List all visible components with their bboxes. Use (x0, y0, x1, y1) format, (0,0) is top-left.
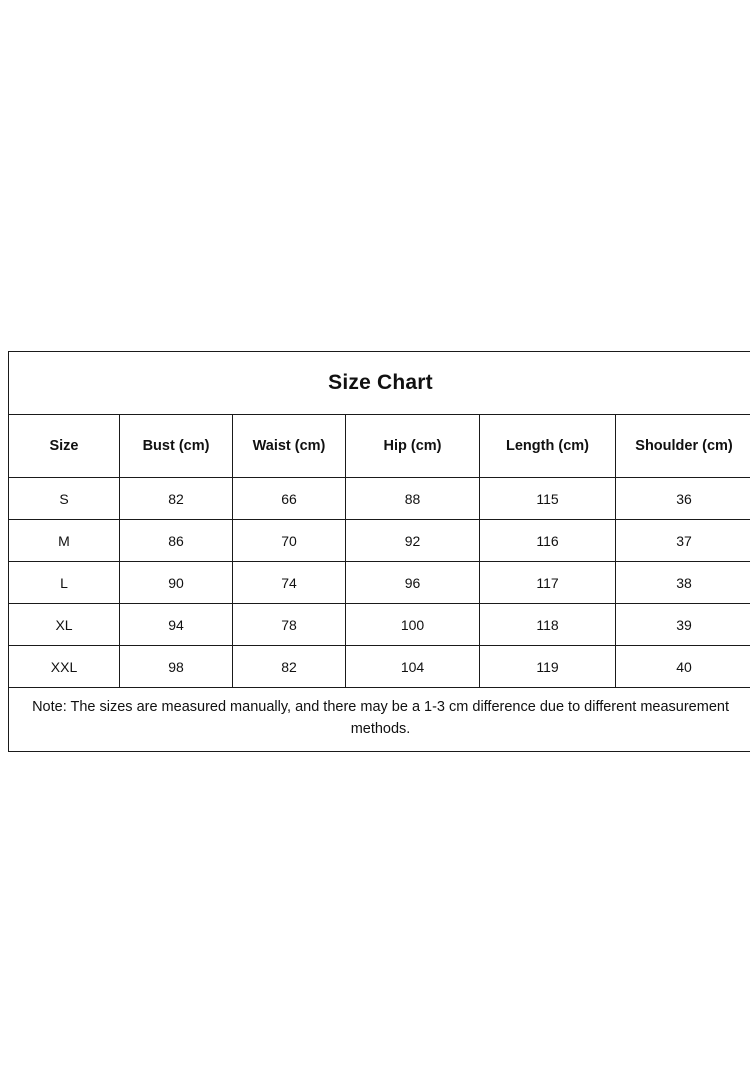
cell-bust: 82 (120, 478, 233, 520)
table-row (9, 562, 750, 604)
cell-size: XXL (9, 646, 120, 688)
cell-length: 115 (480, 478, 616, 520)
table-row (9, 478, 750, 520)
column-header-hip: Hip (cm) (346, 415, 480, 478)
cell-bust: 90 (120, 562, 233, 604)
column-header-waist: Waist (cm) (233, 415, 346, 478)
column-header-length: Length (cm) (480, 415, 616, 478)
cell-waist: 78 (233, 604, 346, 646)
page-title: Size Chart (9, 352, 750, 415)
cell-bust: 98 (120, 646, 233, 688)
cell-length: 118 (480, 604, 616, 646)
cell-shoulder: 36 (616, 478, 750, 520)
cell-size: M (9, 520, 120, 562)
cell-hip: 88 (346, 478, 480, 520)
size-chart-table (8, 351, 750, 752)
cell-waist: 74 (233, 562, 346, 604)
cell-hip: 92 (346, 520, 480, 562)
cell-shoulder: 38 (616, 562, 750, 604)
cell-shoulder: 40 (616, 646, 750, 688)
cell-size: XL (9, 604, 120, 646)
cell-hip: 104 (346, 646, 480, 688)
cell-size: S (9, 478, 120, 520)
table-note-row (9, 688, 750, 752)
cell-shoulder: 37 (616, 520, 750, 562)
cell-waist: 70 (233, 520, 346, 562)
cell-hip: 100 (346, 604, 480, 646)
column-header-size: Size (9, 415, 120, 478)
cell-waist: 66 (233, 478, 346, 520)
cell-bust: 86 (120, 520, 233, 562)
table-row (9, 604, 750, 646)
table-title-row (9, 352, 750, 415)
cell-hip: 96 (346, 562, 480, 604)
cell-length: 116 (480, 520, 616, 562)
column-header-bust: Bust (cm) (120, 415, 233, 478)
cell-length: 119 (480, 646, 616, 688)
cell-shoulder: 39 (616, 604, 750, 646)
column-header-shoulder: Shoulder (cm) (616, 415, 750, 478)
cell-bust: 94 (120, 604, 233, 646)
size-chart-container (8, 351, 742, 752)
table-row (9, 646, 750, 688)
table-row (9, 520, 750, 562)
table-header-row (9, 415, 750, 478)
cell-waist: 82 (233, 646, 346, 688)
cell-length: 117 (480, 562, 616, 604)
cell-size: L (9, 562, 120, 604)
measurement-note: Note: The sizes are measured manually, and there may be a 1-3 cm difference due to different measurement methods. (9, 688, 750, 752)
